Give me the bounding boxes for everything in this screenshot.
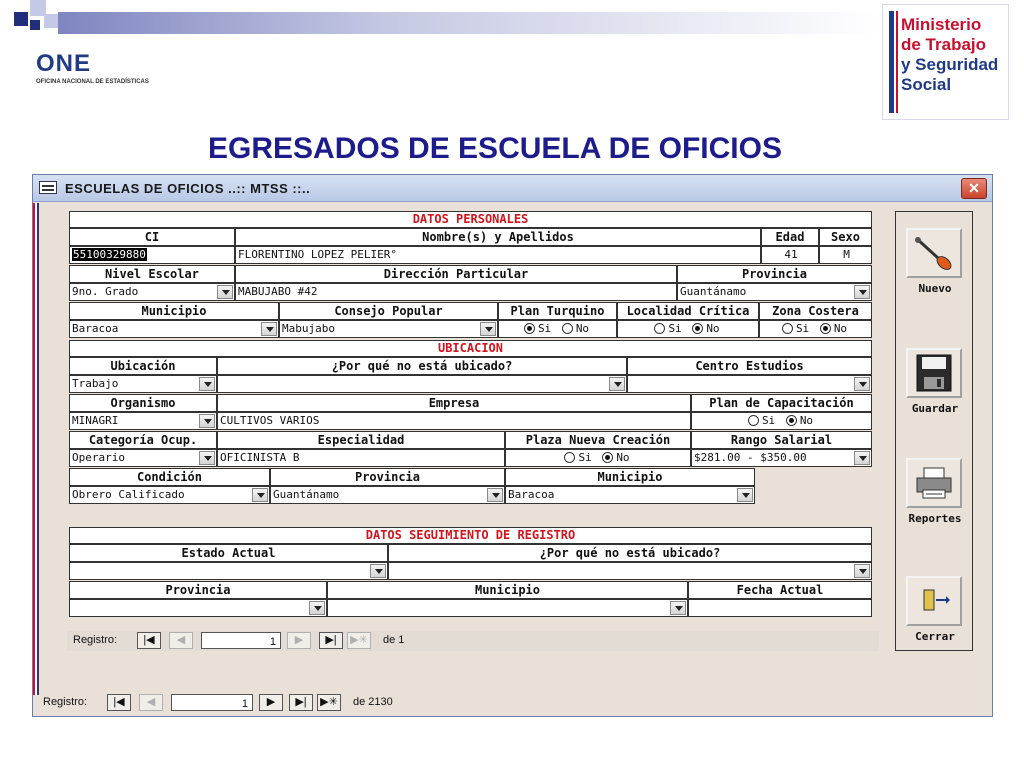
nuevo-button[interactable]: [906, 228, 962, 278]
plan-capacitacion-radio-group: [691, 412, 872, 430]
plan-capacitacion-no-radio[interactable]: [786, 415, 797, 426]
one-logo: [36, 52, 176, 88]
printer-icon: [908, 460, 960, 506]
chevron-down-icon[interactable]: [199, 414, 215, 428]
plan-turquino-no-radio[interactable]: [562, 323, 573, 334]
municipio-value: Baracoa: [72, 322, 119, 335]
categoria-ocupacional-label: Categoría Ocup.: [69, 431, 217, 449]
seguimiento-municipio-label: Municipio: [327, 581, 688, 599]
plaza-nueva-creacion-radio-group: [505, 449, 691, 467]
main-record-number-input[interactable]: 1: [171, 694, 253, 711]
consejo-popular-value: Mabujabo: [282, 322, 335, 335]
app-window: [32, 174, 993, 717]
ubicacion-provincia-value: Guantánamo: [273, 488, 340, 501]
section-datos-personales: DATOS PERSONALES: [69, 211, 872, 228]
chevron-down-icon[interactable]: [670, 601, 686, 615]
plan-turquino-si-radio[interactable]: [524, 323, 535, 334]
centro-estudios-select[interactable]: [627, 375, 872, 393]
window-title: ESCUELAS DE OFICIOS ..:: MTSS ::..: [65, 181, 311, 196]
ministry-logo: [882, 4, 1009, 120]
chevron-down-icon[interactable]: [480, 322, 496, 336]
provincia-label: Provincia: [677, 265, 872, 283]
provincia-select[interactable]: [677, 283, 872, 301]
si-label: Si: [537, 322, 552, 335]
condicion-select[interactable]: [69, 486, 270, 504]
main-record-navigator: [37, 693, 989, 713]
ubicacion-municipio-label: Municipio: [505, 468, 755, 486]
condicion-label: Condición: [69, 468, 270, 486]
categoria-ocupacional-select[interactable]: [69, 449, 217, 467]
porque-no-ubicado-select[interactable]: [217, 375, 627, 393]
municipio-select[interactable]: [69, 320, 279, 338]
rango-salarial-value: $281.00 - $350.00: [694, 451, 807, 464]
action-button-panel: [895, 211, 973, 651]
window-titlebar[interactable]: [33, 175, 992, 202]
empresa-label: Empresa: [217, 394, 691, 412]
section-seguimiento: DATOS SEGUIMIENTO DE REGISTRO: [69, 527, 872, 544]
si-label: Si: [795, 322, 810, 335]
main-record-count: de 2130: [353, 696, 393, 708]
no-label: No: [833, 322, 848, 335]
section-ubicacion: UBICACION: [69, 340, 872, 357]
consejo-popular-select[interactable]: [279, 320, 498, 338]
municipio-label: Municipio: [69, 302, 279, 320]
plaza-nueva-si-radio[interactable]: [564, 452, 575, 463]
chevron-down-icon[interactable]: [854, 564, 870, 578]
form-icon: [39, 181, 57, 194]
main-registro-label: Registro:: [43, 696, 88, 708]
ubicacion-provincia-select[interactable]: [270, 486, 505, 504]
ci-field[interactable]: [69, 246, 235, 264]
no-label: No: [706, 322, 720, 335]
chevron-down-icon[interactable]: [854, 377, 870, 391]
organismo-value: MINAGRI: [72, 414, 119, 427]
chevron-down-icon[interactable]: [737, 488, 753, 502]
nivel-escolar-select[interactable]: [69, 283, 235, 301]
plan-turquino-radio-group: [498, 320, 617, 338]
one-logo-subtitle: OFICINA NACIONAL DE ESTADÍSTICAS: [36, 79, 149, 85]
ubicacion-municipio-value: Baracoa: [508, 488, 555, 501]
si-label: Si: [668, 322, 682, 335]
estado-actual-label: Estado Actual: [69, 544, 388, 562]
ubicacion-value: Trabajo: [72, 377, 119, 390]
si-label: Si: [761, 414, 776, 427]
consejo-popular-label: Consejo Popular: [279, 302, 498, 320]
chevron-down-icon[interactable]: [370, 564, 386, 578]
first-record-button[interactable]: |◀: [137, 632, 161, 649]
seguimiento-porque-label: ¿Por qué no está ubicado?: [388, 544, 872, 562]
localidad-critica-label: Localidad Crítica: [617, 302, 759, 320]
chevron-down-icon[interactable]: [854, 285, 870, 299]
empresa-field[interactable]: CULTIVOS VARIOS: [217, 412, 691, 430]
fecha-actual-label: Fecha Actual: [688, 581, 872, 599]
slide-title: EGRESADOS DE ESCUELA DE OFICIOS: [208, 132, 782, 165]
no-label: No: [616, 451, 630, 464]
main-last-record-button[interactable]: ▶|: [289, 694, 313, 711]
ubicacion-provincia-label: Provincia: [270, 468, 505, 486]
flag-stripe: [33, 203, 39, 695]
brush-icon: [908, 230, 960, 276]
sexo-label: Sexo: [819, 228, 872, 246]
cerrar-label: Cerrar: [915, 630, 955, 643]
localidad-critica-no-radio[interactable]: [692, 323, 703, 334]
seguimiento-provincia-label: Provincia: [69, 581, 327, 599]
edad-field[interactable]: 41: [761, 246, 819, 264]
nombre-field[interactable]: FLORENTINO LOPEZ PELIER°: [235, 246, 761, 264]
seguimiento-provincia-select[interactable]: [69, 599, 327, 617]
guardar-button[interactable]: [906, 348, 962, 398]
nivel-escolar-label: Nivel Escolar: [69, 265, 235, 283]
ministry-logo-line3: y Seguridad: [901, 55, 999, 74]
next-record-button[interactable]: ▶: [287, 632, 311, 649]
chevron-down-icon[interactable]: [199, 451, 215, 465]
zona-costera-radio-group: [759, 320, 872, 338]
window-close-button[interactable]: ✕: [961, 178, 987, 199]
prev-record-button[interactable]: ◀: [169, 632, 193, 649]
centro-estudios-label: Centro Estudios: [627, 357, 872, 375]
chevron-down-icon[interactable]: [217, 285, 233, 299]
one-logo-name: ONE: [36, 50, 92, 77]
no-label: No: [799, 414, 814, 427]
main-next-record-button[interactable]: ▶: [259, 694, 283, 711]
nuevo-label: Nuevo: [918, 282, 952, 295]
porque-no-ubicado-label: ¿Por qué no está ubicado?: [217, 357, 627, 375]
especialidad-field[interactable]: OFICINISTA B: [217, 449, 505, 467]
subform-record-count: de 1: [383, 634, 405, 646]
especialidad-label: Especialidad: [217, 431, 505, 449]
condicion-value: Obrero Calificado: [72, 488, 185, 501]
seguimiento-municipio-select[interactable]: [327, 599, 688, 617]
localidad-critica-radio-group: [617, 320, 759, 338]
new-record-button[interactable]: ▶✳: [347, 632, 371, 649]
main-new-record-button[interactable]: ▶✳: [317, 694, 341, 711]
ministry-logo-line2: de Trabajo: [901, 35, 987, 54]
plaza-nueva-creacion-label: Plaza Nueva Creación: [505, 431, 691, 449]
cerrar-button[interactable]: [906, 576, 962, 626]
chevron-down-icon[interactable]: [487, 488, 503, 502]
chevron-down-icon[interactable]: [309, 601, 325, 615]
estado-actual-select[interactable]: [69, 562, 388, 580]
ci-label: CI: [69, 228, 235, 246]
localidad-critica-si-radio[interactable]: [654, 323, 665, 334]
last-record-button[interactable]: ▶|: [319, 632, 343, 649]
provincia-value: Guantánamo: [680, 285, 747, 298]
edad-label: Edad: [761, 228, 819, 246]
plan-capacitacion-label: Plan de Capacitación: [691, 394, 872, 412]
rango-salarial-select[interactable]: [691, 449, 872, 467]
nivel-escolar-value: 9no. Grado: [72, 285, 139, 298]
chevron-down-icon[interactable]: [252, 488, 268, 502]
organismo-label: Organismo: [69, 394, 217, 412]
direccion-label: Dirección Particular: [235, 265, 677, 283]
ubicacion-municipio-select[interactable]: [505, 486, 755, 504]
si-label: Si: [578, 451, 592, 464]
ministry-logo-line4: Social: [901, 75, 952, 94]
reportes-button[interactable]: [906, 458, 962, 508]
plan-capacitacion-si-radio[interactable]: [748, 415, 759, 426]
chevron-down-icon[interactable]: [854, 451, 870, 465]
sexo-field[interactable]: M: [819, 246, 872, 264]
zona-costera-no-radio[interactable]: [820, 323, 831, 334]
subform-record-number-input[interactable]: 1: [201, 632, 281, 649]
organismo-select[interactable]: [69, 412, 217, 430]
exit-door-icon: [908, 578, 960, 624]
ci-value: 55100329880: [73, 248, 146, 261]
rango-salarial-label: Rango Salarial: [691, 431, 872, 449]
subform-registro-label: Registro:: [73, 634, 118, 646]
chevron-down-icon[interactable]: [199, 377, 215, 391]
floppy-disk-icon: [908, 350, 960, 396]
subform-record-navigator: [67, 631, 879, 651]
guardar-label: Guardar: [911, 402, 959, 415]
plaza-nueva-no-radio[interactable]: [602, 452, 613, 463]
ubicacion-label: Ubicación: [69, 357, 217, 375]
seguimiento-porque-select[interactable]: [388, 562, 872, 580]
ubicacion-select[interactable]: [69, 375, 217, 393]
ministry-logo-line1: Ministerio: [901, 15, 982, 34]
fecha-actual-field[interactable]: [688, 599, 872, 617]
plan-turquino-label: Plan Turquino: [498, 302, 617, 320]
zona-costera-label: Zona Costera: [759, 302, 872, 320]
chevron-down-icon[interactable]: [609, 377, 625, 391]
categoria-ocupacional-value: Operario: [72, 451, 125, 464]
chevron-down-icon[interactable]: [261, 322, 277, 336]
main-prev-record-button[interactable]: ◀: [139, 694, 163, 711]
nombre-label: Nombre(s) y Apellidos: [235, 228, 761, 246]
no-label: No: [575, 322, 590, 335]
zona-costera-si-radio[interactable]: [782, 323, 793, 334]
reportes-label: Reportes: [908, 512, 962, 525]
main-first-record-button[interactable]: |◀: [107, 694, 131, 711]
direccion-field[interactable]: MABUJABO #42: [235, 283, 677, 301]
